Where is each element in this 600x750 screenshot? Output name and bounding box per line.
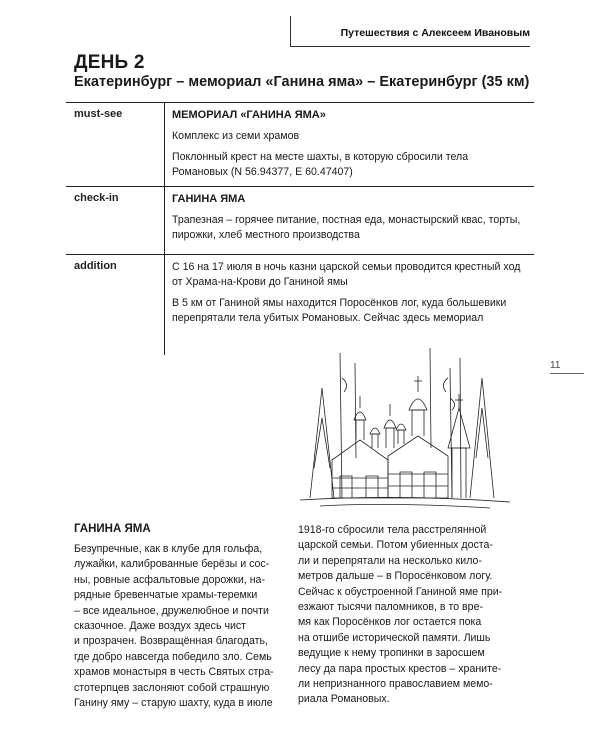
row-body (172, 260, 524, 332)
text-line: и прозрачен. Возвращённая благодать, (74, 635, 268, 648)
row-heading: ГАНИНА ЯМА (172, 193, 246, 205)
church-sketch (300, 348, 510, 518)
text-line: на отшибе исторической памяти. Лишь (298, 631, 491, 644)
page-number: 11 (550, 360, 584, 374)
text-line: – все идеальное, дружелюбное и почти (74, 604, 269, 617)
row-body (172, 108, 524, 186)
row-heading: МЕМОРИАЛ «ГАНИНА ЯМА» (172, 109, 326, 121)
row-text: С 16 на 17 июля в ночь казни царской семьи проводится крестный ход от Храма-на-Крови до Ганиной ямы (172, 261, 521, 288)
text-line: лесу да пара простых крестов – храните- (298, 662, 502, 675)
row-text: Трапезная – горячее питание, постная еда, монастырский квас, торты, пирожки, хлеб местного производства (172, 214, 521, 241)
text-line: сказочное. Даже воздух здесь чист (74, 620, 247, 633)
text-line: ли и перепрятали на несколько кило- (298, 554, 482, 567)
row-divider (164, 187, 165, 255)
route-title: Екатеринбург – мемориал «Ганина яма» – Екатеринбург (35 км) (74, 74, 530, 90)
row-divider (164, 103, 165, 187)
row-label: check-in (74, 192, 119, 204)
row-must-see (66, 102, 534, 187)
row-addition (66, 254, 534, 355)
text-line: метров дальше – в Поросёнковом логу. (298, 570, 493, 583)
text-line: ведущие к нему тропинки в заросшем (298, 647, 485, 660)
article-column-right (298, 523, 508, 708)
article-column-left (74, 542, 280, 711)
text-line: 1918-го сбросили тела расстрелянной (298, 524, 487, 536)
text-line: Безупречные, как в клубе для гольфа, (74, 543, 263, 555)
text-line: риала Романовых. (298, 693, 390, 706)
day-title: ДЕНЬ 2 (74, 52, 145, 73)
row-text: В 5 км от Ганиной ямы находится Поросёнков лог, куда большевики перепрятали тела убитых Романовых. Сейчас здесь мемориал (172, 297, 507, 324)
row-label: addition (74, 260, 117, 272)
text-line: ны, ровные асфальтовые дорожки, на- (74, 573, 265, 586)
text-line: Ганину яму – старую шахту, куда в июле (74, 697, 273, 710)
row-label: must-see (74, 108, 123, 120)
text-line: Сейчас к обустроенной Ганиной яме при- (298, 585, 503, 598)
row-check-in (66, 186, 534, 255)
text-line: где добро навсегда победило зло. Семь (74, 650, 272, 663)
text-line: ли непризнанного православием мемо- (298, 678, 493, 691)
row-text: Поклонный крест на месте шахты, в которую сбросили тела Романовых (N 56.94377, E 60.47407) (172, 151, 469, 178)
running-head: Путешествия с Алексеем Ивановым (290, 20, 530, 47)
text-line: царской семьи. Потом убиенных доста- (298, 539, 493, 552)
row-text: Комплекс из семи храмов (172, 130, 300, 142)
row-divider (164, 255, 165, 355)
text-line: мя как Поросёнков лог остается пока (298, 616, 482, 629)
text-line: рядные бревенчатые храмы-теремки (74, 589, 258, 602)
row-body (172, 192, 524, 249)
article-title: ГАНИНА ЯМА (74, 523, 151, 535)
text-line: храмов монастыря в честь Святых стра- (74, 666, 274, 679)
text-line: стотерпцев заслоняют собой страшную (74, 681, 270, 694)
text-line: езжают тысячи паломников, в то вре- (298, 601, 483, 614)
text-line: лужайки, калиброванные берёзы и сос- (74, 558, 270, 571)
